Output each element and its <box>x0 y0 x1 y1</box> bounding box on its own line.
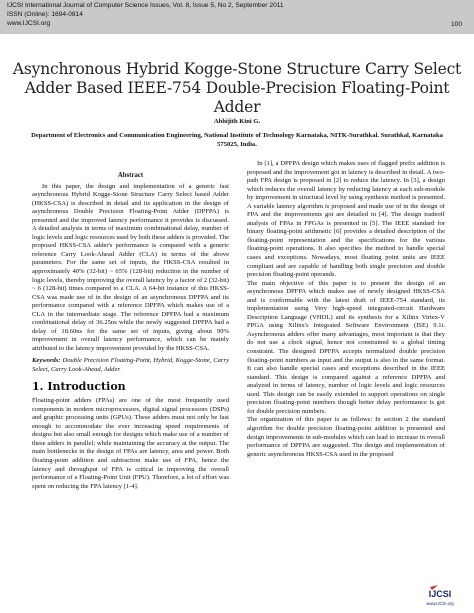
ijcsi-logo <box>416 584 464 608</box>
author-name: Abhijith Kini G. <box>213 118 261 125</box>
abstract-heading: Abstract <box>117 172 144 179</box>
left-column <box>32 172 229 491</box>
logo-text: IJCSI <box>428 589 452 599</box>
keywords-label: Keywords: <box>32 357 61 365</box>
journal-header-bar <box>0 0 474 34</box>
keywords-list: Double Precision Floating-Point, Hybrid, Kogge-Stone, Carry Select, Carry Look-Ahead, Adder. <box>32 357 229 374</box>
page-number: 100 <box>450 21 462 28</box>
paper-title-line-2: Adder Based IEEE-754 Double-Precision Floating-Point Adder <box>24 79 450 116</box>
right-column <box>247 160 445 459</box>
author-affiliation: Department of Electronics and Communication Engineering, National Institute of Technology Karnataka, NITK-Surathkal. Surathkal, Karnataka 575025, India. <box>31 132 443 148</box>
journal-url[interactable]: www.IJCSI.org <box>7 20 51 27</box>
logo-url: www.IJCSI.org <box>426 601 454 606</box>
abstract-body: In this paper, the design and implementation of a generic fast asynchronous Hybrid Kogge-Stone Structure Carry Select based Adder (HKSS-CSA) is described in detail and its application in the design of asynchronous Double Precision Floating-Point Adder (DPFPA) is presented and the improved latency performance it provides is discussed. A detailed analysis in terms of maximum combinational delay, number of logic levels and logic resources used by both these adders is provided. The proposed HKSS-CSA adder's performance is compared with a generic reference Carry Look-Ahead Adder (CLA) in terms of the above parameters. For the same set of inputs, the HKSS-CSA resulted in approximately 40% (32-bit) ~ 65% (128-bit) reduction in the number of logic levels, thereby improving the overall latency by a factor of 2 (32-bit) ~ 6 (128-bit) times compared to a CLA. A 64-bit instance of this HKSS-CSA was made use of in the design of an asynchronous DPFPA and its performance compared with a reference DPFPA which makes use of a CLA in the intermediate stage. The reference DPFPA had a maximum combinational delay of 36.25ns while the newly suggested DPFPA had a delay of 18.60ns for the same set of inputs, giving about 90% improvement in overall latency performance, which can be mainly attributed to the latency improvement provided by the HKSS-CSA. <box>32 182 229 352</box>
journal-citation: IJCSI International Journal of Computer Science Issues, Vol. 8, Issue 5, No 2, September 2011 <box>7 2 284 9</box>
journal-issn: ISSN (Online): 1694-0814 <box>7 11 83 18</box>
intro-paragraph-1: Floating-point adders (FPAs) are one of the most frequently used components in modern microprocessors, digital signal processors (DSPs) and graphic processing units (GPUs). These adders must not only be fast enough to accommodate the ever increasing speed requirements of designs but also small enough for designs which make use of a number of these adders in parallel; while maintaining the accuracy at the output. The main bottlenecks in the design of FPAs are latency, area and power. Both floating-point addition and subtraction make use of FPA, hence the latency and throughput of FPA is critical in improving the overall performance of a Floating-Point Unit (FPU). Therefore, a lot of effort was spent on reducing the FPA latency [1-4]. <box>32 397 229 490</box>
intro-paragraph-4: The organization of this paper is as follows: In section 2 the standard algorithm for double precision floating-point addition is presented and design improvements in sub-modules which can lead to increase in overall performance of DPFPA are suggested. The design and implementation of generic asynchronous HKSS-CSA used in the proposed <box>247 416 445 458</box>
section-heading-introduction: 1. Introduction <box>32 379 126 393</box>
intro-paragraph-2: In [1], a DPFPA design which makes uses of flagged prefix addition is proposed and the improvement got in latency is described in detail. A two-path FPA design is proposed in [2] to reduce the latency. In [3], a design which reduces the overall latency by reducing latency at each sub-module by improvement in structural level by using synthesis method is presented. A variable latency algorithm is proposed and made use of in the design of FPA and the improvements got are detailed in [4]. The design tradeoff analysis of FPAs in FPGAs is presented in [5]. The IEEE standard for binary floating-point arithmetic [6] provides a detailed description of the floating-point representation and the specifications for the various floating-point operations. It also specifies the method to handle special cases and exceptions. Nowadays, most floating point units are IEEE compliant and are capable of handling both single precision and double precision floating-point operands. <box>247 160 445 279</box>
paper-title-line-1: Asynchronous Hybrid Kogge-Stone Structure Carry Select <box>12 60 462 78</box>
keywords <box>32 357 229 374</box>
intro-paragraph-3: The main objective of this paper is to present the design of an asynchronous DPFPA which makes use of newly designed HKSS-CSA and is conformable with the latest draft of IEEE-754 standard, its implementation using Very high-speed integrated-circuit Hardware Description Language (VHDL) and its synthesis for a Xilinx Virtex-V FPGA using Xilinx's Integrated Software Environment (ISE) 9.1i. Asynchronous adders offer many advantages, most important is that they do not use a clock signal, hence not constrained to a global timing constraint. The designed DPFPA accepts normalized double precision floating-point numbers as input and the output is also in the same format. It can also handle special cases and exceptions described in the IEEE standard. This design is compared against a reference DPFPA and analyzed in terms of latency, number of logic levels and logic resources used. This design can be easily extended to support operations on single precision floating-point numbers though better delay performance is got for double precision numbers. <box>247 279 445 415</box>
